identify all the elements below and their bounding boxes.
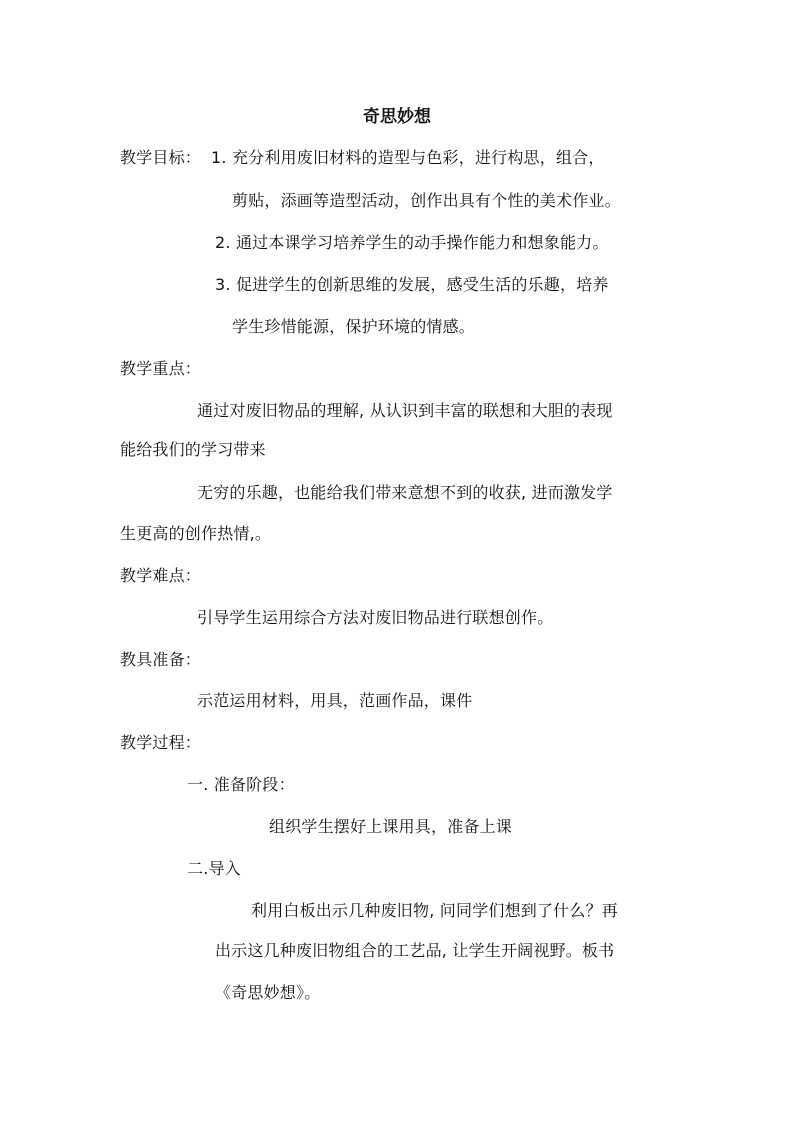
objective-item-3-line-1: 3. 促进学生的创新思维的发展，感受生活的乐趣，培养 xyxy=(215,275,609,294)
objective-item-2: 2. 通过本课学习培养学生的动手操作能力和想象能力。 xyxy=(215,233,609,252)
difficulties-label: 教学难点： xyxy=(120,566,202,585)
objectives-label: 教学目标： xyxy=(120,148,202,167)
key-points-para-1-line-2: 能给我们的学习带来 xyxy=(120,440,266,459)
process-step-1-heading: 一. 准备阶段： xyxy=(187,775,295,794)
process-step-2-line-3: 《奇思妙想》。 xyxy=(215,983,321,1002)
process-step-2-line-1: 利用白板出示几种废旧物, 问同学们想到了什么？再 xyxy=(251,901,618,920)
objective-item-1-line-2: 剪贴，添画等造型活动，创作出具有个性的美术作业。 xyxy=(232,191,621,210)
objective-item-3-line-2: 学生珍惜能源，保护环境的情感。 xyxy=(232,317,476,336)
materials-text: 示范运用材料，用具，范画作品，课件 xyxy=(197,691,473,710)
process-step-1-text: 组织学生摆好上课用具，准备上课 xyxy=(269,817,513,836)
objective-item-1-line-1: 1. 充分利用废旧材料的造型与色彩，进行构思，组合， xyxy=(211,148,605,167)
key-points-para-1-line-1: 通过对废旧物品的理解, 从认识到丰富的联想和大胆的表现 xyxy=(197,401,613,420)
process-label: 教学过程： xyxy=(120,733,202,752)
key-points-label: 教学重点： xyxy=(120,359,202,378)
difficulties-text: 引导学生运用综合方法对废旧物品进行联想创作。 xyxy=(197,608,554,627)
materials-label: 教具准备： xyxy=(120,650,202,669)
key-points-para-2-line-1: 无穷的乐趣，也能给我们带来意想不到的收获, 进而激发学 xyxy=(197,483,613,502)
document-title: 奇思妙想 xyxy=(363,107,431,127)
key-points-para-2-line-2: 生更高的创作热情,。 xyxy=(120,524,272,543)
process-step-2-heading: 二.导入 xyxy=(187,859,241,878)
process-step-2-line-2: 出示这几种废旧物组合的工艺品, 让学生开阔视野。板书 xyxy=(215,941,615,960)
